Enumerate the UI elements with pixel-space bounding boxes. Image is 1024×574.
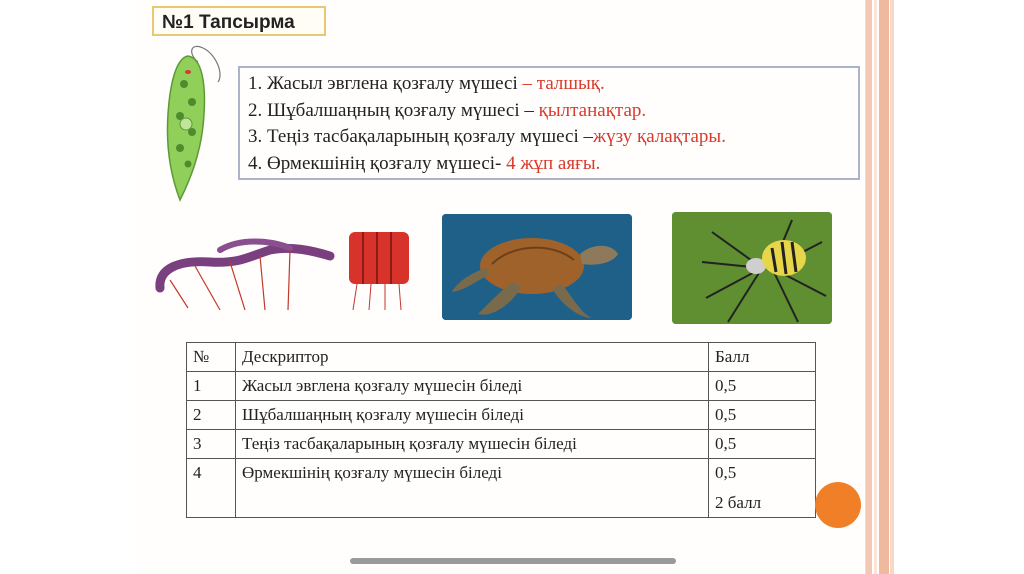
task-title: №1 Тапсырма <box>152 6 326 36</box>
row-score: 0,5 <box>709 372 816 401</box>
row-num: 3 <box>187 430 236 459</box>
table-row <box>187 430 816 459</box>
row-num: 4 <box>187 459 236 518</box>
descriptor-table <box>186 342 816 518</box>
row-score-cell <box>709 459 816 518</box>
row-score: 0,5 <box>709 430 816 459</box>
row-score: 0,5 <box>709 401 816 430</box>
answer-line-2 <box>248 98 858 125</box>
muscle-segment-illustration <box>343 224 415 314</box>
row-score: 0,5 <box>715 463 737 482</box>
header-score: Балл <box>709 343 816 372</box>
answer-text: 2. Шұбалшаңның қозғалу мүшесі – <box>248 99 539 121</box>
answer-line-4 <box>248 151 858 178</box>
table-row <box>187 459 816 518</box>
row-descriptor: Жасыл эвглена қозғалу мүшесін біледі <box>236 372 709 401</box>
decor-stripe <box>866 0 872 574</box>
table-row <box>187 401 816 430</box>
euglena-illustration <box>158 44 228 204</box>
horizontal-scrollbar[interactable] <box>350 558 676 564</box>
row-descriptor: Өрмекшінің қозғалу мүшесін біледі <box>236 459 709 518</box>
decor-stripe <box>879 0 889 574</box>
answer-text: 1. Жасыл эвглена қозғалу мүшесі <box>248 73 523 94</box>
decor-stripe <box>874 0 877 574</box>
answers-box <box>238 66 860 180</box>
row-descriptor: Теңіз тасбақаларының қозғалу мүшесін біледі <box>236 430 709 459</box>
answer-highlight: 4 жұп аяғы. <box>506 152 601 174</box>
answer-text: 4. Өрмекшінің қозғалу мүшесі- <box>248 152 507 174</box>
answer-highlight: жүзу қалақтары. <box>593 126 726 147</box>
answer-text: 3. Теңіз тасбақаларының қозғалу мүшесі – <box>248 126 593 147</box>
earthworm-illustration <box>150 228 335 312</box>
answer-highlight: – талшық. <box>522 73 605 94</box>
header-descriptor: Дескриптор <box>236 343 709 372</box>
table-header-row <box>187 343 816 372</box>
row-num: 1 <box>187 372 236 401</box>
total-score: 2 балл <box>715 493 762 512</box>
answer-line-3 <box>248 124 858 151</box>
header-num: № <box>187 343 236 372</box>
row-num: 2 <box>187 401 236 430</box>
decor-stripe <box>890 0 894 574</box>
decor-circle <box>815 482 861 528</box>
answer-highlight: қылтанақтар. <box>538 99 647 121</box>
spider-photo <box>672 212 832 324</box>
table-row <box>187 372 816 401</box>
sea-turtle-photo <box>442 214 632 320</box>
row-descriptor: Шұбалшаңның қозғалу мүшесін біледі <box>236 401 709 430</box>
answer-line-1 <box>248 71 858 98</box>
